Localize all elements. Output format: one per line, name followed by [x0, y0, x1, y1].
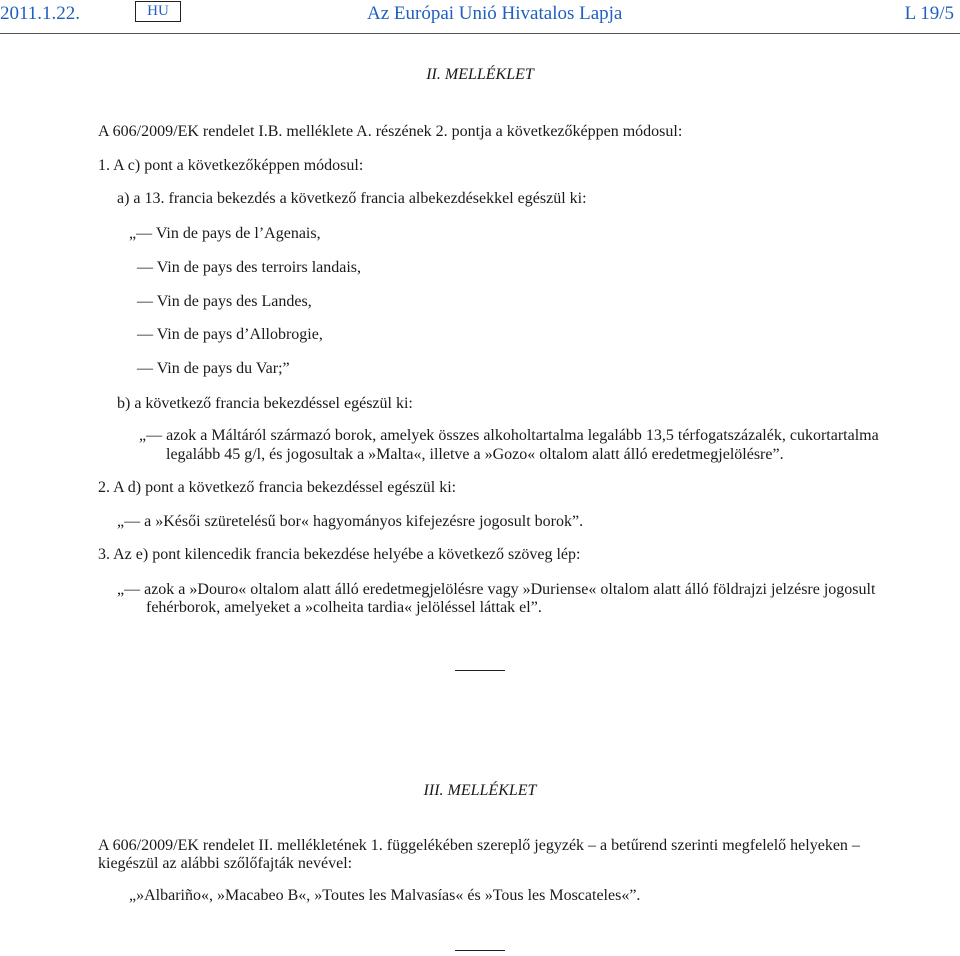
- header-rule: [0, 33, 960, 34]
- list-item: „— Vin de pays de l’Agenais,: [129, 225, 321, 242]
- header-date: 2011.1.22.: [0, 3, 81, 24]
- journal-title: Az Európai Unió Hivatalos Lapja: [367, 3, 623, 24]
- section-separator: [455, 670, 505, 671]
- point-1: 1. A c) pont a következőképpen módosul:: [98, 157, 364, 174]
- point-2-text: „— a »Késői szüretelésű bor« hagyományos kifejezésre jogosult borok”.: [117, 513, 584, 530]
- point-1a: a) a 13. francia bekezdés a következő francia albekezdésekkel egészül ki:: [117, 190, 587, 207]
- point-2: 2. A d) pont a következő francia bekezdéssel egészül ki:: [98, 479, 457, 496]
- annex-3-title: III. MELLÉKLET: [423, 782, 537, 799]
- language-code-box: HU: [135, 1, 181, 22]
- section-separator: [455, 950, 505, 951]
- point-1b: b) a következő francia bekezdéssel egészül ki:: [117, 395, 413, 412]
- page-number: L 19/5: [904, 3, 954, 24]
- list-item: — Vin de pays des terroirs landais,: [137, 259, 362, 276]
- annex-2-title: II. MELLÉKLET: [426, 66, 534, 83]
- point-1b-text-line-2: legalább 45 g/l, és jogosultak a »Malta«, illetve a »Gozo« oltalom alatt álló eredetmegjelölésre”.: [166, 446, 784, 463]
- point-1b-text-line-1: „— azok a Máltáról származó borok, amelyek összes alkoholtartalma legalább 13,5 térfogatszázalék, cukortartalma: [139, 427, 879, 444]
- list-item: — Vin de pays des Landes,: [137, 293, 312, 310]
- grape-variety-list: „»Albariño«, »Macabeo B«, »Toutes les Malvasías« és »Tous les Moscateles«”.: [129, 887, 641, 904]
- annex-2-intro: A 606/2009/EK rendelet I.B. melléklete A. részének 2. pontja a következőképpen módosul:: [98, 123, 683, 140]
- annex-3-text-line-1: A 606/2009/EK rendelet II. mellékletének 1. függelékében szereplő jegyzék – a betűrend szerinti megfelelő helyeken –: [98, 837, 860, 854]
- annex-3-text-line-2: kiegészül az alábbi szőlőfajták nevével:: [98, 855, 353, 872]
- point-3-text-line-1: „— azok a »Douro« oltalom alatt álló eredetmegjelölésre vagy »Duriense« oltalom alatt álló földrajzi jelzésre jogosult: [117, 581, 876, 598]
- point-3: 3. Az e) pont kilencedik francia bekezdése helyébe a következő szöveg lép:: [98, 546, 581, 563]
- list-item: — Vin de pays du Var;”: [137, 360, 290, 377]
- list-item: — Vin de pays d’Allobrogie,: [137, 326, 323, 343]
- point-3-text-line-2: fehérborok, amelyeket a »colheita tardia« jelöléssel láttak el”.: [146, 599, 542, 616]
